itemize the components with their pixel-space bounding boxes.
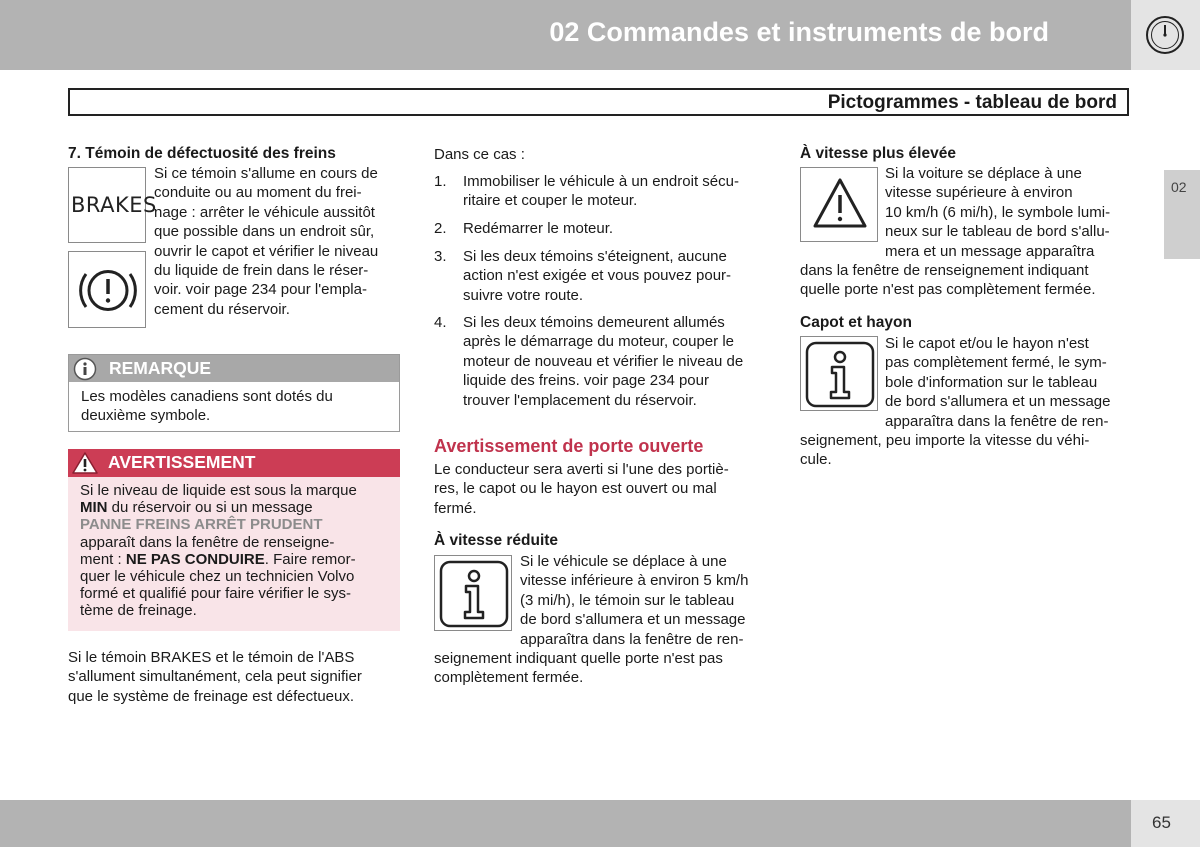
info-icon-frame — [434, 555, 512, 631]
hood-line: seignement, peu importe la vitesse du véhi- — [800, 432, 1090, 449]
hood-line: de bord s'allumera et un message — [885, 393, 1111, 411]
gauge-icon — [1145, 15, 1185, 55]
hood-heading: Capot et hayon — [800, 314, 912, 331]
warning-message-text: PANNE FREINS ARRÊT PRUDENT — [80, 516, 323, 534]
chapter-icon-box — [1131, 0, 1200, 70]
warning-text-line: Si le niveau de liquide est sous la marque — [80, 482, 357, 499]
min-mark: MIN — [80, 499, 108, 517]
page-number: 65 — [1152, 813, 1171, 832]
warning-text-line: quer le véhicule chez un technicien Volvo — [80, 568, 355, 585]
warning-box — [68, 449, 400, 631]
triangle-exclamation-icon — [801, 168, 879, 243]
step-line: suivre votre route. — [463, 286, 584, 304]
brakes-text-line: voir. voir page 234 pour l'empla- — [154, 281, 367, 299]
note-header — [69, 355, 399, 382]
door-warning-subheading: Avertissement de porte ouverte — [434, 436, 704, 456]
note-text-line: deuxième symbole. — [81, 407, 211, 425]
footer-bar — [0, 800, 1131, 847]
high-speed-line: Si la voiture se déplace à une — [885, 165, 1082, 182]
chapter-side-tab — [1164, 170, 1200, 259]
high-speed-line: 10 km/h (6 mi/h), le symbole lumi- — [885, 203, 1111, 221]
warning-text-line: tème de freinage. — [80, 602, 197, 620]
info-symbol-icon — [801, 337, 879, 412]
page-number-box — [1131, 800, 1200, 847]
step-line: Immobiliser le véhicule à un endroit sécu- — [463, 173, 739, 190]
door-text-line: fermé. — [434, 499, 477, 517]
low-speed-line: de bord s'allumera et un message — [520, 611, 746, 629]
hood-line: bole d'information sur le tableau — [885, 373, 1098, 391]
step-line: Si les deux témoins s'éteignent, aucune — [463, 248, 727, 265]
abs-text-line: que le système de freinage est défectueux. — [68, 687, 355, 705]
step-number: 2. — [434, 220, 447, 237]
brakes-text-line: nage : arrêter le véhicule aussitôt — [154, 203, 375, 221]
do-not-drive-text: NE PAS CONDUIRE — [125, 550, 265, 568]
low-speed-line: Si le véhicule se déplace à une — [520, 553, 727, 570]
brakes-text-line: que possible dans un endroit sûr, — [154, 223, 375, 241]
section-title: Pictogrammes - tableau de bord — [827, 92, 1117, 113]
step-number: 4. — [434, 314, 447, 331]
hood-line: Si le capot et/ou le hayon n'est — [885, 335, 1089, 352]
warning-text-line: ment : NE PAS CONDUIRE. Faire remor- — [80, 550, 356, 568]
door-text-line: Le conducteur sera averti si l'une des portiè- — [434, 461, 729, 478]
brakes-text-line: du liquide de frein dans le réser- — [154, 262, 369, 279]
door-text-line: res, le capot ou le hayon est ouvert ou mal — [434, 480, 717, 498]
warning-triangle-icon — [71, 451, 99, 475]
brake-symbol-icon-frame — [68, 251, 146, 328]
high-speed-line: neux sur le tableau de bord s'allu- — [885, 223, 1110, 241]
warning-header — [68, 449, 400, 477]
info-symbol-icon — [435, 556, 513, 632]
warning-text-line: formé et qualifié pour faire vérifier le sys- — [80, 585, 351, 603]
section-title-bar — [68, 88, 1129, 116]
step-line: Redémarrer le moteur. — [463, 220, 614, 237]
step-line: liquide des freins. voir page 234 pour — [463, 372, 709, 390]
warning-text-line: MIN du réservoir ou si un message — [80, 499, 313, 517]
brakes-warning-heading: 7. Témoin de défectuosité des freins — [68, 145, 336, 162]
abs-text-line: Si le témoin BRAKES et le témoin de l'ABS — [68, 649, 355, 666]
side-tab-label: 02 — [1171, 179, 1187, 195]
step-line: après le démarrage du moteur, couper le — [463, 333, 734, 351]
low-speed-heading: À vitesse réduite — [434, 532, 559, 549]
low-speed-line: seignement indiquant quelle porte n'est pas — [434, 650, 723, 667]
high-speed-line: mera et un message apparaîtra — [885, 242, 1095, 260]
hood-line: cule. — [800, 451, 832, 469]
brakes-text-line: cement du réservoir. — [154, 300, 290, 318]
info-icon-frame — [800, 336, 878, 411]
hood-line: apparaîtra dans la fenêtre de ren- — [885, 412, 1109, 430]
step-line: ritaire et couper le moteur. — [463, 192, 638, 210]
info-circle-icon — [72, 357, 98, 381]
high-speed-line: dans la fenêtre de renseignement indiquant — [800, 262, 1089, 279]
warning-triangle-icon-frame — [800, 167, 878, 242]
low-speed-line: vitesse inférieure à environ 5 km/h — [520, 572, 749, 590]
step-line: moteur de nouveau et vérifier le niveau de — [463, 352, 744, 370]
hood-line: pas complètement fermé, le sym- — [885, 354, 1107, 372]
note-text-line: Les modèles canadiens sont dotés du — [81, 388, 333, 405]
low-speed-line: apparaîtra dans la fenêtre de ren- — [520, 630, 744, 648]
low-speed-line: complètement fermée. — [434, 669, 584, 687]
warning-label: AVERTISSEMENT — [108, 452, 256, 472]
step-line: Si les deux témoins demeurent allumés — [463, 314, 725, 331]
step-line: trouver l'emplacement du réservoir. — [463, 391, 697, 409]
low-speed-line: (3 mi/h), le témoin sur le tableau — [520, 591, 735, 609]
brakes-text-line: conduite ou au moment du frei- — [154, 184, 362, 202]
brakes-text-line: Si ce témoin s'allume en cours de — [154, 165, 378, 182]
abs-text-line: s'allument simultanément, cela peut signifier — [68, 668, 362, 686]
brakes-text-icon-frame — [68, 167, 157, 243]
step-line: action n'est exigée et vous pouvez pour- — [463, 267, 732, 285]
brakes-text-line: ouvrir le capot et vérifier le niveau — [154, 242, 379, 260]
intro-text: Dans ce cas : — [434, 146, 525, 163]
header-bar — [0, 0, 1131, 70]
step-number: 1. — [434, 173, 447, 190]
chapter-title: 02 Commandes et instruments de bord — [549, 17, 1049, 47]
note-label: REMARQUE — [109, 358, 212, 378]
note-box — [68, 354, 400, 432]
high-speed-line: quelle porte n'est pas complètement fermée. — [800, 281, 1096, 299]
high-speed-line: vitesse supérieure à environ — [885, 184, 1073, 202]
step-number: 3. — [434, 248, 447, 265]
high-speed-heading: À vitesse plus élevée — [800, 145, 956, 162]
warning-text-line: apparaît dans la fenêtre de renseigne- — [80, 533, 335, 551]
brakes-text-icon: BRAKES — [71, 193, 157, 217]
brake-circle-exclamation-icon — [69, 252, 147, 329]
